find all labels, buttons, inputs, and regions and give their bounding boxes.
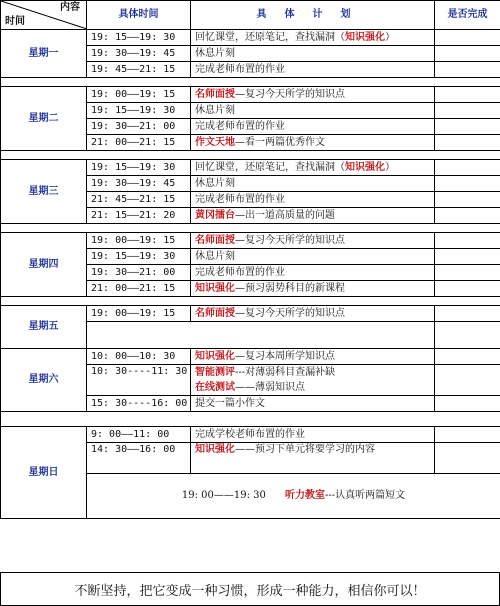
plan-text: —复习本周所学知识点 [235, 350, 335, 362]
time-cell: 19: 00——19: 15 [87, 306, 191, 322]
done-cell[interactable] [435, 208, 500, 224]
plan-cell [191, 208, 435, 224]
plan-cell: 休息片刻 [191, 249, 435, 265]
done-cell[interactable] [435, 365, 500, 396]
time-cell: 19: 30——21: 00 [87, 265, 191, 281]
keyword: 名师面授 [195, 307, 235, 319]
done-cell[interactable] [435, 396, 500, 412]
plan-text: ） [385, 31, 395, 43]
day-label: 星期二 [1, 87, 87, 151]
time-cell: 19: 30——19: 45 [87, 176, 191, 192]
time-cell: 19: 00——19: 15 [87, 233, 191, 249]
corner-cell [1, 1, 87, 30]
spacer-row [1, 297, 500, 306]
time-cell: 21: 45——21: 15 [87, 192, 191, 208]
done-cell[interactable] [435, 103, 500, 119]
spacer-cell [1, 412, 500, 427]
day-label: 星期五 [1, 306, 87, 349]
day-label: 星期三 [1, 160, 87, 224]
time-cell: 19: 15——19: 30 [87, 30, 191, 46]
done-cell[interactable] [435, 233, 500, 249]
plan-cell [191, 365, 435, 381]
table-row [1, 427, 500, 443]
time-cell: 10: 00——10: 30 [87, 349, 191, 365]
plan-text: ---认真听两篇短文 [324, 490, 406, 501]
spacer-row [1, 78, 500, 87]
keyword: 智能测评 [195, 366, 235, 378]
plan-cell [191, 30, 435, 46]
plan-text: 回忆课堂，还原笔记，查找漏洞（ [195, 31, 345, 43]
motto-footer: 不断坚持，把它变成一种习惯，形成一种能力，相信你可以！ [0, 572, 500, 606]
spacer-cell [1, 297, 500, 306]
corner-top-label: 内容 [60, 2, 80, 13]
plan-text: ） [385, 161, 395, 173]
time-cell: 19: 45——21: 15 [87, 62, 191, 78]
plan-cell: 完成老师布置的作业 [191, 192, 435, 208]
keyword: 知识强化 [345, 161, 385, 173]
table-row [1, 30, 500, 46]
plan-cell [191, 443, 435, 474]
done-cell[interactable] [435, 306, 500, 322]
done-cell[interactable] [435, 135, 500, 151]
day-label: 星期日 [1, 427, 87, 519]
spacer-cell [1, 151, 500, 160]
keyword: 知识强化 [345, 31, 385, 43]
plan-text: ——薄弱知识点 [235, 381, 305, 393]
done-cell[interactable] [435, 160, 500, 176]
done-cell[interactable] [435, 176, 500, 192]
plan-text: ---对薄弱科目查漏补缺 [235, 366, 336, 378]
done-cell[interactable] [435, 281, 500, 297]
time-cell: 19: 00——19: 15 [87, 87, 191, 103]
plan-cell: 提交一篇小作文 [191, 396, 435, 412]
plan-cell: 完成学校老师布置的作业 [191, 427, 435, 443]
done-cell[interactable] [435, 87, 500, 103]
done-cell[interactable] [435, 30, 500, 46]
done-cell[interactable] [435, 62, 500, 78]
empty-cell [87, 322, 435, 349]
header-done: 是否完成 [435, 1, 500, 30]
spacer-cell [1, 224, 500, 233]
keyword: 知识强化 [195, 282, 235, 294]
table-row [1, 349, 500, 365]
done-cell[interactable] [435, 349, 500, 365]
plan-cell: 休息片刻 [191, 176, 435, 192]
keyword: 名师面授 [195, 234, 235, 246]
done-cell[interactable] [435, 46, 500, 62]
corner-bottom-label: 时间 [5, 16, 25, 27]
done-cell[interactable] [435, 249, 500, 265]
done-cell[interactable] [435, 322, 500, 349]
header-time: 具体时间 [87, 1, 191, 30]
plan-text: —复习今天所学的知识点 [235, 234, 345, 246]
plan-cell [191, 135, 435, 151]
time-cell: 19: 30——19: 45 [87, 46, 191, 62]
plan-text: —复习今天所学的知识点 [235, 88, 345, 100]
plan-cell [191, 233, 435, 249]
done-cell[interactable] [435, 443, 500, 474]
plan-text: —出一道高质量的问题 [235, 209, 335, 221]
keyword: 在线测试 [195, 381, 235, 393]
keyword: 名师面授 [195, 88, 235, 100]
time-cell: 19: 30——21: 00 [87, 119, 191, 135]
keyword: 黄冈擂台 [195, 209, 235, 221]
keyword: 作文天地 [195, 136, 235, 148]
time-text: 19: 00——19: 30 [181, 490, 266, 501]
spacer-row [1, 224, 500, 233]
table-row [1, 87, 500, 103]
plan-text: 回忆课堂，还原笔记，查找漏洞（ [195, 161, 345, 173]
time-cell: 21: 15——21: 20 [87, 208, 191, 224]
plan-cell [191, 306, 435, 322]
time-cell: 9: 00——11: 00 [87, 427, 191, 443]
spacer-row [1, 412, 500, 427]
keyword: 知识强化 [195, 444, 235, 455]
table-row [1, 160, 500, 176]
table-row [1, 306, 500, 322]
header-row [1, 1, 500, 30]
plan-cell: 完成老师布置的作业 [191, 265, 435, 281]
keyword: 听力教室 [284, 490, 325, 501]
plan-text: —复习今天所学的知识点 [235, 307, 345, 319]
plan-cell [191, 87, 435, 103]
time-cell: 14: 30——16: 00 [87, 443, 191, 474]
plan-cell: 休息片刻 [191, 46, 435, 62]
plan-cell [191, 349, 435, 365]
plan-cell [191, 160, 435, 176]
time-cell: 10: 30----11: 30 [87, 365, 191, 396]
done-cell[interactable] [435, 192, 500, 208]
plan-text: ——预习下单元将要学习的内容 [235, 444, 375, 455]
keyword: 知识强化 [195, 350, 235, 362]
time-cell: 15: 30----16: 00 [87, 396, 191, 412]
day-label: 星期四 [1, 233, 87, 297]
plan-cell: 休息片刻 [191, 103, 435, 119]
plan-text: —预习弱势科目的新课程 [235, 282, 345, 294]
done-cell[interactable] [435, 427, 500, 443]
plan-text: —看一两篇优秀作文 [235, 136, 325, 148]
time-cell: 21: 00——21: 15 [87, 135, 191, 151]
time-cell: 19: 15——19: 30 [87, 103, 191, 119]
plan-cell-wide [87, 474, 500, 519]
done-cell[interactable] [435, 265, 500, 281]
time-cell: 19: 15——19: 30 [87, 249, 191, 265]
header-plan: 具体计划 [191, 1, 435, 30]
day-label: 星期一 [1, 30, 87, 78]
plan-cell [191, 380, 435, 396]
spacer-row [1, 151, 500, 160]
spacer-cell [1, 78, 500, 87]
time-cell: 21: 00——21: 15 [87, 281, 191, 297]
plan-cell: 完成老师布置的作业 [191, 62, 435, 78]
day-label: 星期六 [1, 349, 87, 412]
done-cell[interactable] [435, 119, 500, 135]
plan-cell: 完成老师布置的作业 [191, 119, 435, 135]
plan-cell [191, 281, 435, 297]
table-row [1, 233, 500, 249]
time-cell: 19: 15——19: 30 [87, 160, 191, 176]
